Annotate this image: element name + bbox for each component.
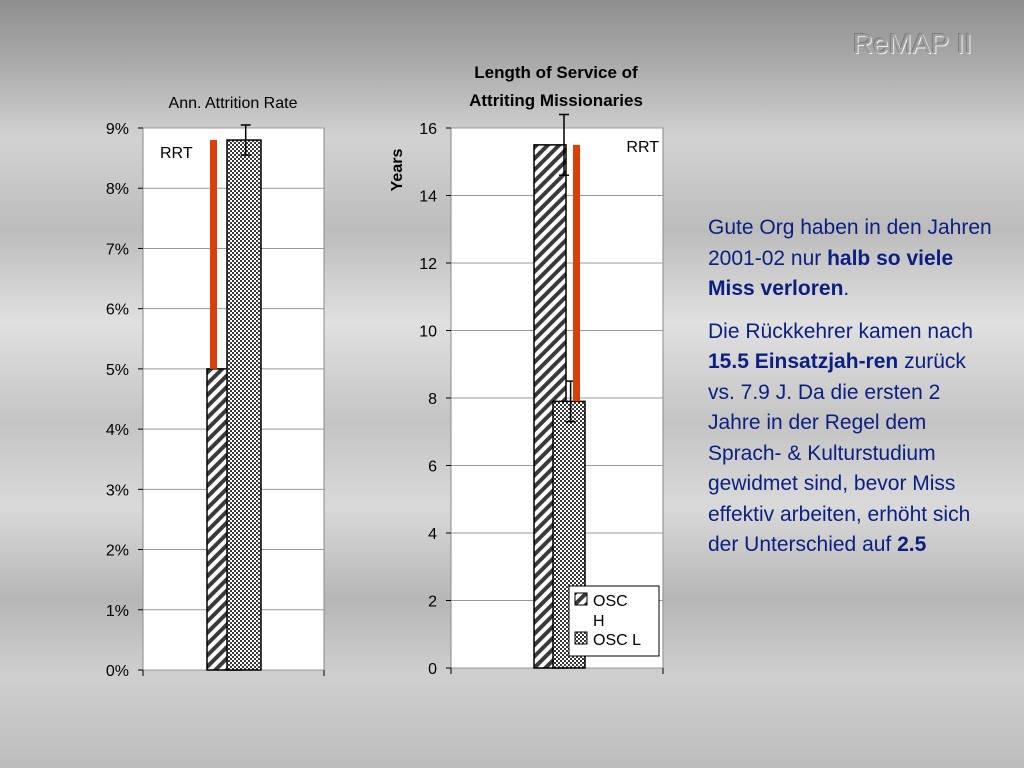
length-of-service-chart — [389, 63, 663, 678]
chart2-legend — [569, 586, 659, 656]
rrt-label: RRT — [160, 145, 193, 162]
chart1-ytick-label: 9% — [105, 121, 129, 138]
attrition-rate-chart — [106, 95, 324, 680]
chart1-ytick-label: 4% — [105, 422, 129, 440]
paragraph-2: Die Rückkehrer kamen nach 15.5 Einsatzjah-ren zurück vs. 7.9 J. Da die ersten 2 Jahre in der Regel dem Sprach- & Kulturstudium gewidmet sind, bevor Miss effektiv arbeiten, erhöht sich der Unterschied auf 2.5 — [708, 319, 973, 556]
explanation-text — [708, 213, 998, 561]
chart2-ytick-label: 8 — [428, 391, 437, 408]
chart2-y-label: Years — [389, 148, 406, 192]
chart1-ytick-label: 5% — [105, 361, 129, 379]
bar-osc-l — [227, 140, 261, 670]
rrt-label: RRT — [626, 139, 659, 156]
chart1-ytick-label: 1% — [105, 602, 129, 620]
chart2-ytick-label: 12 — [419, 256, 437, 273]
chart2-ytick-label: 4 — [428, 526, 437, 543]
chart1-title: Ann. Attrition Rate — [168, 95, 298, 112]
chart2-ytick-label: 14 — [419, 188, 437, 206]
chart2-ytick-label: 0 — [428, 661, 437, 678]
legend-swatch-osc-h — [575, 593, 587, 605]
rrt-difference-bar — [210, 140, 217, 369]
chart1-ytick-label: 6% — [105, 301, 129, 319]
chart2-title-line1: Length of Service of — [474, 63, 638, 82]
legend-label-osc-l: OSC L — [593, 632, 642, 649]
chart1-ytick-label: 2% — [105, 542, 129, 560]
slide-title: ReMAP II — [852, 28, 972, 59]
chart2-ytick-label: 6 — [428, 458, 437, 476]
legend-label-osc-h-line1: OSC — [593, 593, 628, 610]
chart1-ytick-label: 8% — [105, 181, 129, 199]
chart2-ytick-label: 2 — [428, 593, 437, 611]
chart2-title-line2: Attriting Missionaries — [469, 91, 643, 110]
chart1-ytick-label: 0% — [105, 663, 129, 680]
chart2-ytick-label: 10 — [419, 323, 437, 341]
chart2-ytick-label: 16 — [419, 121, 437, 138]
chart1-ytick-label: 7% — [105, 241, 129, 259]
legend-label-osc-h-line2: H — [593, 613, 605, 630]
paragraph-1: Gute Org haben in den Jahren 2001-02 nur halb so viele Miss verloren. — [708, 216, 992, 300]
rrt-difference-bar — [573, 145, 580, 402]
legend-swatch-osc-l — [575, 632, 587, 644]
chart1-ytick-label: 3% — [105, 482, 129, 500]
